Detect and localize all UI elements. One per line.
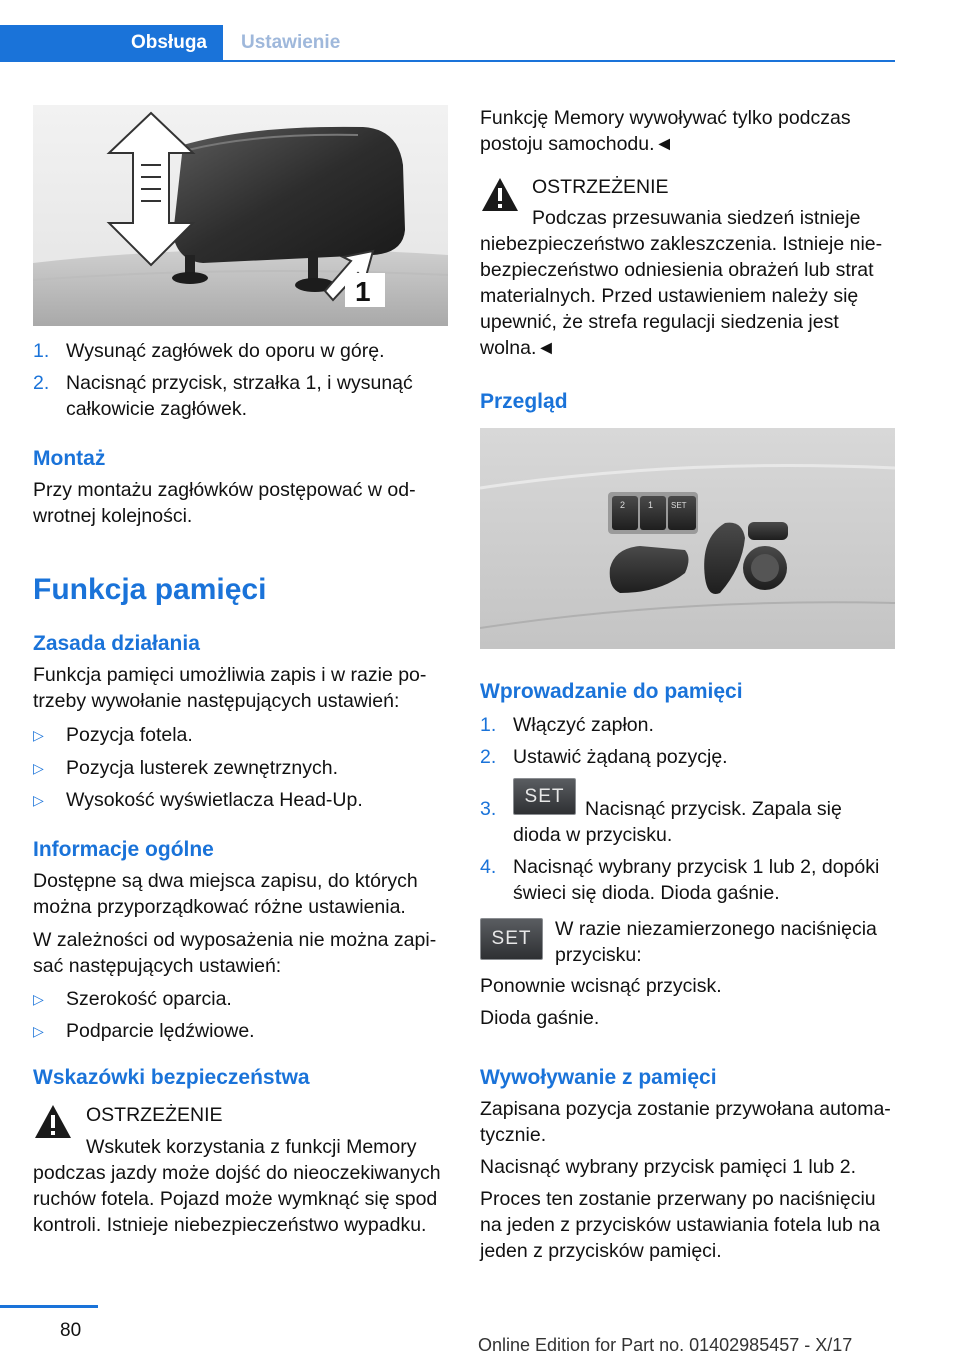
step-text: Włączyć zapłon. (513, 714, 654, 736)
warning-text: niebezpieczeństwo zakleszczenia. Istnieje nie- (480, 233, 883, 255)
warning-text: Wskutek korzystania z funkcji Memory (86, 1136, 417, 1158)
set-button-icon: SET (480, 918, 543, 960)
step-text: Nacisnąć wybrany przycisk 1 lub 2, dopóki (513, 856, 880, 878)
step-text: Nacisnąć przycisk, strzałka 1, i wysunąć (66, 372, 413, 394)
footer-rule (0, 1305, 98, 1308)
warning-title: OSTRZEŻENIE (86, 1104, 223, 1126)
section-heading-store: Wprowadzanie do pamięci (480, 680, 743, 703)
page-number: 80 (60, 1320, 82, 1341)
paragraph: Dostępne są dwa miejsca zapisu, do których (33, 870, 418, 892)
section-heading-montaz: Montaż (33, 447, 106, 470)
set-button-icon: SET (513, 778, 576, 815)
step-text: Ustawić żądaną pozycję. (513, 746, 728, 768)
paragraph: wrotnej kolejności. (33, 505, 193, 527)
step-text: Wysunąć zagłówek do oporu w górę. (66, 340, 385, 362)
step-number: 2. (480, 746, 497, 768)
paragraph: Przy montażu zagłówków postępować w od- (33, 479, 416, 501)
paragraph: Ponownie wcisnąć przycisk. (480, 975, 722, 997)
bullet-triangle-icon: ▷ (33, 991, 44, 1007)
warning-text: Podczas przesuwania siedzeń istnieje (532, 207, 861, 229)
warning-title: OSTRZEŻENIE (532, 176, 669, 198)
step-number: 1. (33, 340, 50, 362)
list-item: Szerokość oparcia. (66, 988, 232, 1010)
step-text: dioda w przycisku. (513, 824, 673, 846)
memory-button-2-label: 2 (620, 500, 626, 510)
warning-text: upewnić, że strefa regulacji siedzenia jest (480, 311, 839, 333)
warning-icon (480, 176, 520, 214)
bullet-triangle-icon: ▷ (33, 792, 44, 808)
edition-text: Online Edition for Part no. 01402985457 - X/17 (478, 1335, 853, 1355)
step-text: Nacisnąć przycisk. Zapala się (585, 798, 842, 820)
paragraph: W zależności od wyposażenia nie można zapi- (33, 929, 437, 951)
warning-text: ruchów fotela. Pojazd może wymknąć się spod (33, 1188, 438, 1210)
paragraph: Zapisana pozycja zostanie przywołana automa- (480, 1098, 891, 1120)
warning-text: wolna.◄ (480, 337, 556, 359)
paragraph: Funkcję Memory wywoływać tylko podczas (480, 107, 851, 129)
warning-text: bezpieczeństwo odniesienia obrażeń lub strat (480, 259, 874, 281)
paragraph: można przyporządkować różne ustawienia. (33, 896, 406, 918)
paragraph: na jeden z przycisków ustawiania fotela lub na (480, 1214, 880, 1236)
list-item: Pozycja lusterek zewnętrznych. (66, 757, 339, 779)
page-header (0, 0, 895, 62)
header-rule (0, 60, 895, 62)
set-button-label: SET (671, 501, 687, 510)
step-text: całkowicie zagłówek. (66, 398, 247, 420)
note-text: przycisku: (555, 944, 642, 966)
section-heading-safety: Wskazówki bezpieczeństwa (33, 1066, 310, 1089)
memory-button-1-label: 1 (648, 500, 654, 510)
paragraph: sać następujących ustawień: (33, 955, 282, 977)
step-number: 1. (480, 714, 497, 736)
chapter-heading: Funkcja pamięci (33, 573, 267, 606)
paragraph: Funkcja pamięci umożliwia zapis i w razie po- (33, 664, 427, 686)
section-heading-recall: Wywoływanie z pamięci (480, 1066, 717, 1089)
warning-text: materialnych. Przed ustawieniem należy się (480, 285, 859, 307)
bullet-triangle-icon: ▷ (33, 727, 44, 743)
paragraph: postoju samochodu.◄ (480, 133, 674, 155)
tab-obsluga[interactable]: Obsługa (0, 25, 223, 60)
bullet-triangle-icon: ▷ (33, 760, 44, 776)
paragraph: trzeby wywołanie następujących ustawień: (33, 690, 400, 712)
list-item: Pozycja fotela. (66, 724, 193, 746)
note-text: W razie niezamierzonego naciśnięcia (555, 918, 877, 940)
paragraph: Proces ten zostanie przerwany po naciśnięciu (480, 1188, 876, 1210)
step-number: 3. (480, 798, 497, 820)
warning-text: kontroli. Istnieje niebezpieczeństwo wypadku. (33, 1214, 427, 1236)
warning-text: podczas jazdy może dojść do nieoczekiwanych (33, 1162, 441, 1184)
step-number: 4. (480, 856, 497, 878)
section-heading-overview: Przegląd (480, 390, 568, 413)
tab-ustawienie[interactable]: Ustawienie (223, 25, 895, 60)
bullet-triangle-icon: ▷ (33, 1023, 44, 1039)
warning-icon (33, 1103, 73, 1141)
step-text: świeci się dioda. Dioda gaśnie. (513, 882, 780, 904)
list-item: Wysokość wyświetlacza Head-Up. (66, 789, 363, 811)
headrest-figure (33, 105, 448, 326)
section-heading-info: Informacje ogólne (33, 838, 214, 861)
paragraph: jeden z przycisków pamięci. (480, 1240, 722, 1262)
paragraph: Dioda gaśnie. (480, 1007, 600, 1029)
seat-controls-figure (480, 428, 895, 649)
figure-label: 1 (355, 276, 371, 307)
list-item: Podparcie lędźwiowe. (66, 1020, 255, 1042)
step-number: 2. (33, 372, 50, 394)
section-heading-zasada: Zasada działania (33, 632, 200, 655)
paragraph: Nacisnąć wybrany przycisk pamięci 1 lub 2. (480, 1156, 857, 1178)
paragraph: tycznie. (480, 1124, 547, 1146)
